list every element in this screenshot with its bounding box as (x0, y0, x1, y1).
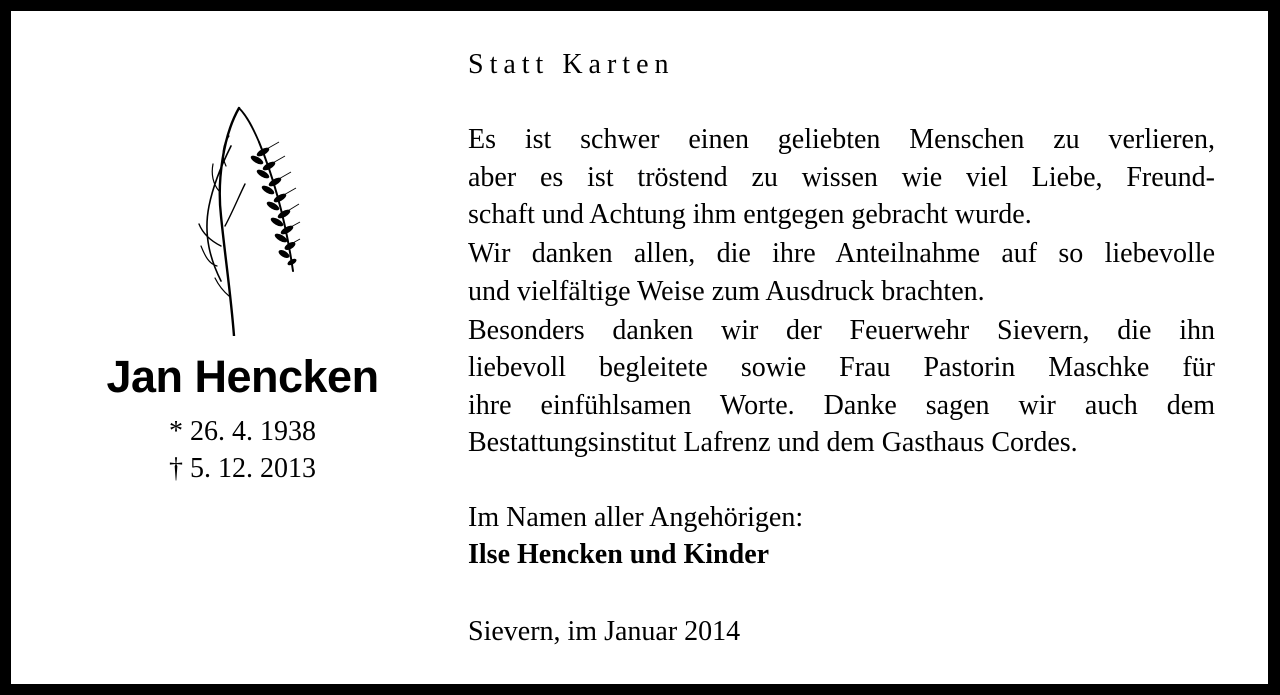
wheat-ear-icon (181, 96, 301, 336)
place-and-date: Sievern, im Januar 2014 (468, 616, 741, 647)
paragraph (468, 235, 1215, 310)
deceased-column (11, 11, 474, 684)
closing-intro: Im Namen aller Angehörigen: (468, 502, 804, 533)
text-line: Wir danken allen, die ihre Anteilnahme auf so liebevolle (468, 238, 1215, 269)
birth-date: * 26. 4. 1938 (169, 416, 316, 447)
death-date: † 5. 12. 2013 (169, 453, 316, 484)
text-line: schaft und Achtung ihm entgegen gebracht wurde. (468, 199, 1032, 230)
paragraph (468, 312, 1215, 462)
signature: Ilse Hencken und Kinder (468, 539, 770, 570)
notice-heading: Statt Karten (468, 49, 675, 80)
deceased-name: Jan Hencken (106, 351, 379, 402)
message-body (468, 121, 1215, 463)
paragraph (468, 121, 1215, 234)
text-line: aber es ist tröstend zu wissen wie viel Liebe, Freund- (468, 161, 1215, 193)
closing-block (468, 499, 803, 573)
life-dates (11, 413, 474, 487)
text-line: Es ist schwer einen geliebten Menschen zu verlieren, (468, 124, 1215, 155)
text-line: und vielfältige Weise zum Ausdruck brachten. (468, 275, 985, 307)
message-column (468, 11, 1215, 684)
text-line: liebevoll begleitete sowie Frau Pastorin Maschke für (468, 352, 1215, 383)
text-line: Bestattungsinstitut Lafrenz und dem Gasthaus Cordes. (468, 427, 1078, 458)
obituary-card (11, 11, 1268, 684)
text-line: ihre einfühlsamen Worte. Danke sagen wir auch dem (468, 389, 1215, 421)
text-line: Besonders danken wir der Feuerwehr Sievern, die ihn (468, 314, 1215, 346)
